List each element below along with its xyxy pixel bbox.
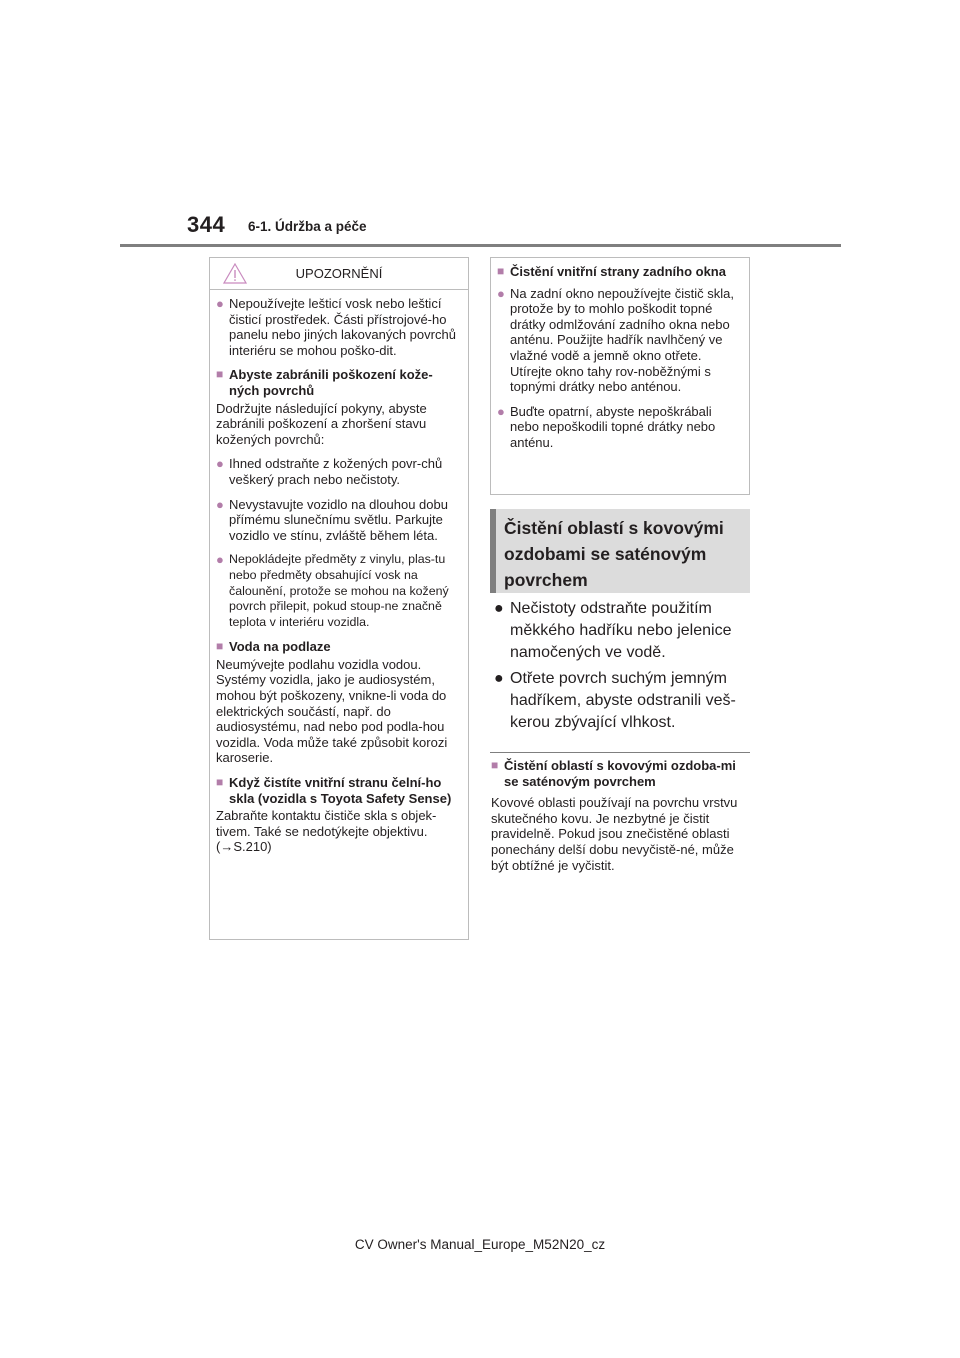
circle-bullet-icon: ● xyxy=(494,600,504,617)
list-item xyxy=(216,497,458,544)
paragraph: Zabraňte kontaktu čističe skla s objek-tivem. Také se nedotýkejte objektivu. (→S.210) xyxy=(216,808,437,855)
list-item xyxy=(497,404,739,451)
header-rule xyxy=(120,244,841,247)
page-number: 344 xyxy=(187,212,226,237)
list-item xyxy=(494,598,748,664)
warning-title-bar xyxy=(210,258,468,290)
square-marker-icon: ■ xyxy=(216,367,224,382)
circle-bullet-icon: ● xyxy=(216,456,224,472)
bullet-text: Nečistoty odstraňte použitím měkkého hadříku nebo jelenice namočených ve vodě. xyxy=(510,600,732,661)
circle-bullet-icon: ● xyxy=(497,403,505,419)
subheading-text: Abyste zabránili poškození kože-ných povrchů xyxy=(229,367,433,398)
bullet-text: Nepokládejte předměty z vinylu, plas-tu nebo předměty obsahující vosk na čalounění, protože se mohou na kožený povrch přilepit, pokud stoup-ne značně teplota v interiéru vozidla. xyxy=(229,552,449,629)
subheading xyxy=(497,264,739,280)
section-heading xyxy=(490,509,750,593)
subheading-text: Když čistíte vnitřní stranu čelní-ho skla (vozidla s Toyota Safety Sense) xyxy=(229,775,452,806)
sub-section xyxy=(491,758,747,873)
list-item xyxy=(497,286,739,395)
warning-box xyxy=(209,257,469,940)
subheading xyxy=(216,639,458,655)
paragraph: Dodržujte následující pokyny, abyste zabránili poškození a zhoršení stavu kožených povrchů: xyxy=(216,400,427,447)
footer: CV Owner's Manual_Europe_M52N20_cz xyxy=(354,1237,606,1252)
subheading-text: Voda na podlaze xyxy=(229,639,331,655)
bullet-text: Otřete povrch suchým jemným hadříkem, abyste odstranili veš-kerou zbývající vlhkost. xyxy=(510,670,736,731)
list-item xyxy=(216,456,458,487)
circle-bullet-icon: ● xyxy=(216,496,224,512)
subheading-text: Čistění vnitřní strany zadního okna xyxy=(510,264,726,279)
divider xyxy=(490,752,750,753)
paragraph: Kovové oblasti používají na povrchu vrstvu skutečného kovu. Je nezbytné je čistit pravidelně. Pokud jsou znečistěné oblasti ponechány delší dobu nevyčistě-né, může být obtížné je vyčistit. xyxy=(491,795,738,873)
circle-bullet-icon: ● xyxy=(497,285,505,301)
bullet-text: Buďte opatrní, abyste nepoškrábali nebo nepoškodili topné drátky nebo anténu. xyxy=(510,403,716,450)
section-heading-bar xyxy=(490,509,496,593)
section-label: 6-1. Údržba a péče xyxy=(248,219,367,234)
main-bullets xyxy=(494,598,748,738)
list-item xyxy=(216,552,458,630)
paragraph: Neumývejte podlahu vozidla vodou. Systémy vozidla, jako je audiosystém, mohou být poškozeny, vnikne-li voda do elektrických součástí, např. do audiosystému, nad nebo pod podla-hou vozidla. Voda může také způsobit korozi karoserie. xyxy=(216,656,448,766)
warning-triangle-icon xyxy=(223,263,247,284)
circle-bullet-icon: ● xyxy=(494,670,504,687)
list-item xyxy=(216,296,458,358)
subheading-text: Čistění oblastí s kovovými ozdoba-mi se saténovým povrchem xyxy=(504,758,736,789)
square-marker-icon: ■ xyxy=(491,758,499,772)
square-marker-icon: ■ xyxy=(497,264,505,278)
bullet-text: Na zadní okno nepoužívejte čistič skla, protože by to mohlo poškodit topné drátky odmlžování zadního okna nebo anténu. Použijte hadřík navlhčený ve vlažné vodě a jemně okno otřete. Utírejte okno tahy rov-noběžnými s topnými drátky nebo anténou. xyxy=(510,285,735,395)
section-heading-text: Čistění oblastí s kovovými ozdobami se saténovým povrchem xyxy=(504,518,724,590)
bullet-text: Ihned odstraňte z kožených povr-chů veškerý prach nebo nečistoty. xyxy=(229,456,443,487)
subheading xyxy=(216,367,458,398)
list-item xyxy=(494,668,748,734)
warning-title: UPOZORNĚNÍ xyxy=(295,265,383,281)
subheading xyxy=(491,758,747,789)
square-marker-icon: ■ xyxy=(216,639,224,654)
circle-bullet-icon: ● xyxy=(216,552,224,568)
rear-window-box xyxy=(490,257,750,495)
bullet-text: Nevystavujte vozidlo na dlouhou dobu přímému slunečnímu světlu. Parkujte vozidlo ve stínu, zvláště během léta. xyxy=(229,496,448,543)
bullet-text: Nepoužívejte lešticí vosk nebo lešticí čisticí prostředek. Části přístrojové-ho panelu nebo jiných lakovaných povrchů interiéru se mohou poško-dit. xyxy=(229,296,456,358)
subheading xyxy=(216,775,458,806)
circle-bullet-icon: ● xyxy=(216,296,224,311)
square-marker-icon: ■ xyxy=(216,775,224,790)
